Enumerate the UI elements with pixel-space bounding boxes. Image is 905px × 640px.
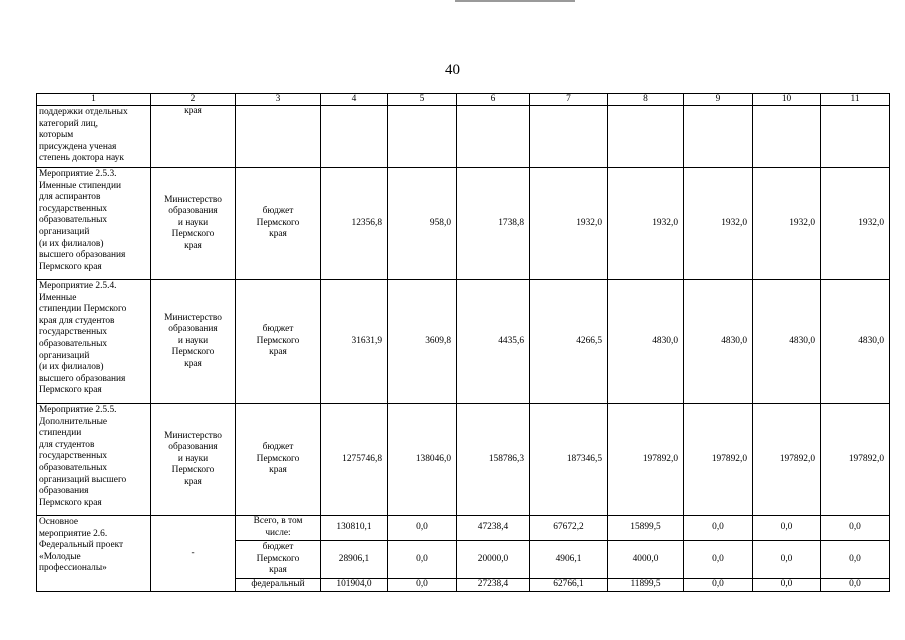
executor-cell: - bbox=[151, 516, 236, 592]
value-cell: 4830,0 bbox=[821, 280, 890, 404]
value-cell: 197892,0 bbox=[753, 404, 821, 516]
measure-name-cell: поддержки отдельных категорий лиц, которым присуждена ученая степень доктора наук bbox=[37, 106, 151, 168]
value-cell bbox=[530, 106, 608, 168]
value-cell: 1932,0 bbox=[608, 168, 684, 280]
value-cell: 1932,0 bbox=[684, 168, 753, 280]
value-cell: 130810,1 bbox=[321, 516, 388, 541]
value-cell: 0,0 bbox=[821, 541, 890, 579]
value-cell: 0,0 bbox=[753, 541, 821, 579]
funding-source-cell: бюджет Пермского края bbox=[236, 168, 321, 280]
value-cell: 0,0 bbox=[684, 516, 753, 541]
value-cell: 20000,0 bbox=[457, 541, 530, 579]
column-number: 7 bbox=[530, 94, 608, 106]
value-cell bbox=[608, 106, 684, 168]
value-cell: 15899,5 bbox=[608, 516, 684, 541]
value-cell: 47238,4 bbox=[457, 516, 530, 541]
value-cell: 62766,1 bbox=[530, 579, 608, 592]
scan-artifact-line bbox=[455, 0, 575, 2]
column-number: 10 bbox=[753, 94, 821, 106]
table-row bbox=[37, 516, 890, 541]
executor-cell: Министерство образования и науки Пермского края bbox=[151, 280, 236, 404]
table-row bbox=[37, 106, 890, 168]
budget-table bbox=[36, 93, 890, 592]
value-cell: 197892,0 bbox=[684, 404, 753, 516]
funding-source-cell: бюджет Пермского края bbox=[236, 280, 321, 404]
value-cell bbox=[753, 106, 821, 168]
value-cell: 27238,4 bbox=[457, 579, 530, 592]
measure-name-cell: Мероприятие 2.5.3. Именные стипендии для аспирантов государственных образовательных организаций (и их филиалов) высшего образования Пермского края bbox=[37, 168, 151, 280]
value-cell: 958,0 bbox=[388, 168, 457, 280]
value-cell: 4830,0 bbox=[753, 280, 821, 404]
funding-source-cell bbox=[236, 106, 321, 168]
value-cell: 4435,6 bbox=[457, 280, 530, 404]
column-number: 11 bbox=[821, 94, 890, 106]
value-cell: 197892,0 bbox=[608, 404, 684, 516]
value-cell: 0,0 bbox=[753, 516, 821, 541]
funding-source-cell: бюджет Пермского края bbox=[236, 404, 321, 516]
executor-cell: Министерство образования и науки Пермского края bbox=[151, 404, 236, 516]
table-row bbox=[37, 168, 890, 280]
executor-cell: Министерство образования и науки Пермского края bbox=[151, 168, 236, 280]
value-cell: 0,0 bbox=[821, 579, 890, 592]
value-cell bbox=[388, 106, 457, 168]
measure-name-cell: Мероприятие 2.5.5. Дополнительные стипендии для студентов государственных образовательных организаций высшего образования Пермского края bbox=[37, 404, 151, 516]
value-cell: 158786,3 bbox=[457, 404, 530, 516]
table-row bbox=[37, 280, 890, 404]
funding-source-cell: Всего, в том числе: bbox=[236, 516, 321, 541]
value-cell: 0,0 bbox=[684, 579, 753, 592]
column-number: 8 bbox=[608, 94, 684, 106]
value-cell: 12356,8 bbox=[321, 168, 388, 280]
column-number: 3 bbox=[236, 94, 321, 106]
value-cell: 4830,0 bbox=[608, 280, 684, 404]
value-cell: 11899,5 bbox=[608, 579, 684, 592]
value-cell: 0,0 bbox=[753, 579, 821, 592]
table-row bbox=[37, 404, 890, 516]
executor-cell: края bbox=[151, 106, 236, 168]
value-cell: 101904,0 bbox=[321, 579, 388, 592]
value-cell: 0,0 bbox=[821, 516, 890, 541]
value-cell: 1738,8 bbox=[457, 168, 530, 280]
measure-name-cell: Основное мероприятие 2.6. Федеральный проект «Молодые профессионалы» bbox=[37, 516, 151, 592]
value-cell: 0,0 bbox=[388, 516, 457, 541]
column-number: 2 bbox=[151, 94, 236, 106]
value-cell bbox=[457, 106, 530, 168]
value-cell: 138046,0 bbox=[388, 404, 457, 516]
column-number: 4 bbox=[321, 94, 388, 106]
column-number-row bbox=[37, 94, 890, 106]
value-cell bbox=[821, 106, 890, 168]
value-cell: 67672,2 bbox=[530, 516, 608, 541]
value-cell: 1932,0 bbox=[821, 168, 890, 280]
value-cell: 197892,0 bbox=[821, 404, 890, 516]
funding-source-cell: бюджет Пермского края bbox=[236, 541, 321, 579]
value-cell bbox=[321, 106, 388, 168]
column-number: 1 bbox=[37, 94, 151, 106]
value-cell: 4266,5 bbox=[530, 280, 608, 404]
value-cell: 1932,0 bbox=[753, 168, 821, 280]
value-cell: 4830,0 bbox=[684, 280, 753, 404]
funding-source-cell: федеральный bbox=[236, 579, 321, 592]
value-cell: 28906,1 bbox=[321, 541, 388, 579]
column-number: 6 bbox=[457, 94, 530, 106]
value-cell: 1275746,8 bbox=[321, 404, 388, 516]
value-cell: 4906,1 bbox=[530, 541, 608, 579]
column-number: 9 bbox=[684, 94, 753, 106]
value-cell: 0,0 bbox=[388, 541, 457, 579]
value-cell: 4000,0 bbox=[608, 541, 684, 579]
value-cell: 0,0 bbox=[684, 541, 753, 579]
value-cell: 3609,8 bbox=[388, 280, 457, 404]
measure-name-cell: Мероприятие 2.5.4. Именные стипендии Пермского края для студентов государственных образовательных организаций (и их филиалов) высшего образования Пермского края bbox=[37, 280, 151, 404]
value-cell: 1932,0 bbox=[530, 168, 608, 280]
value-cell bbox=[684, 106, 753, 168]
page-number: 40 bbox=[445, 62, 460, 78]
value-cell: 187346,5 bbox=[530, 404, 608, 516]
value-cell: 0,0 bbox=[388, 579, 457, 592]
column-number: 5 bbox=[388, 94, 457, 106]
value-cell: 31631,9 bbox=[321, 280, 388, 404]
